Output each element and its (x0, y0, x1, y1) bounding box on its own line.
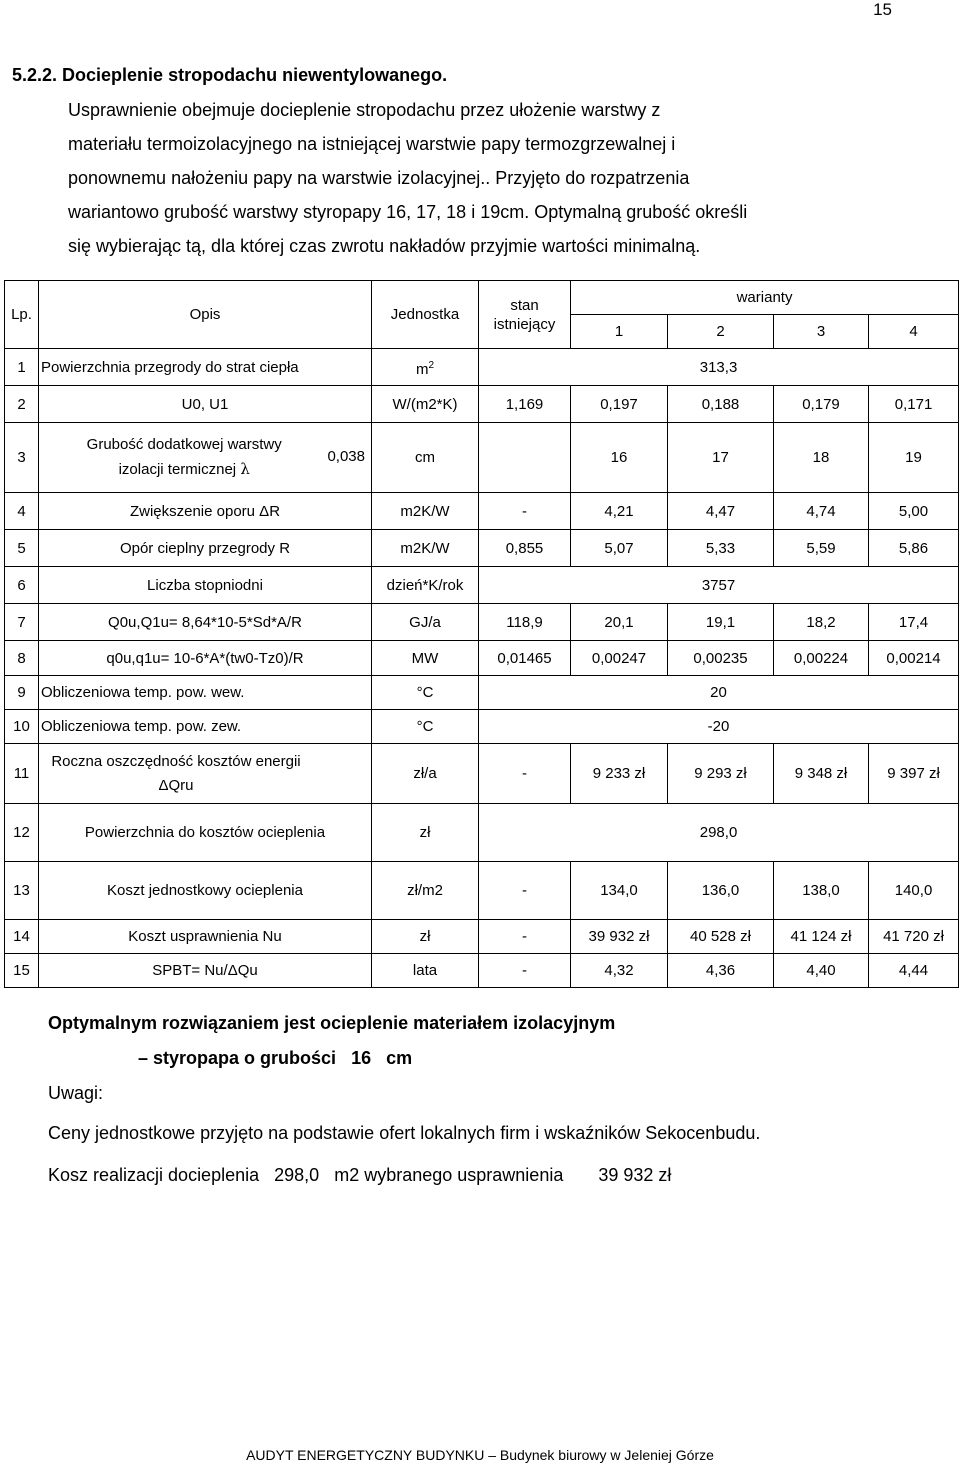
cell-variant-1: 39 932 zł (571, 920, 668, 954)
cell-unit: °C (372, 710, 479, 744)
unit-base: m (415, 360, 429, 378)
cell-variant-2: 40 528 zł (668, 920, 774, 954)
cell-opis: Powierzchnia do kosztów ocieplenia (39, 804, 372, 862)
header-variant-2: 2 (668, 315, 774, 349)
cell-unit: lata (372, 954, 479, 988)
cell-variant-3: 5,59 (774, 530, 869, 567)
cell-unit: °C (372, 676, 479, 710)
insulation-variants-table (4, 280, 959, 988)
cell-lp: 14 (5, 920, 39, 954)
cell-value: -20 (479, 710, 959, 744)
cell-variant-2: 0,00235 (668, 641, 774, 676)
cell-variant-3: 138,0 (774, 862, 869, 920)
cell-unit: zł (372, 804, 479, 862)
cell-variant-4: 17,4 (869, 604, 959, 641)
cell-variant-4: 19 (869, 423, 959, 493)
header-variant-3: 3 (774, 315, 869, 349)
cell-opis: Powierzchnia przegrody do strat ciepła (39, 349, 372, 386)
intro-line-2: materiału termoizolacyjnego na istniejącej warstwie papy termozgrzewalnej i (68, 134, 676, 154)
intro-line-3: ponownemu nałożeniu papy na warstwie izolacyjnej.. Przyjęto do rozpatrzenia (68, 168, 690, 188)
cell-opis: Koszt jednostkowy ocieplenia (39, 862, 372, 920)
conclusion-unit: cm (386, 1048, 413, 1068)
opis-text: Grubość dodatkowej warstwy izolacji termicznej (86, 436, 282, 478)
lambda-symbol: λ (240, 460, 250, 478)
table-row (5, 423, 959, 493)
cell-variant-4: 140,0 (869, 862, 959, 920)
cell-opis: q0u,q1u= 10-6*A*(tw0-Tz0)/R (39, 641, 372, 676)
cell-variant-2: 17 (668, 423, 774, 493)
cost-line (48, 1165, 671, 1186)
table-row (5, 862, 959, 920)
conclusion-line-1: Optymalnym rozwiązaniem jest ocieplenie materiałem izolacyjnym (48, 1013, 616, 1033)
cell-opis: Opór cieplny przegrody R (39, 530, 372, 567)
cell-variant-1: 0,00247 (571, 641, 668, 676)
cell-variant-1: 5,07 (571, 530, 668, 567)
cell-stan: - (479, 493, 571, 530)
conclusion-prefix: – styropapa o grubości (138, 1048, 337, 1068)
table-row (5, 530, 959, 567)
header-jednostka: Jednostka (372, 281, 479, 349)
page-number: 15 (873, 0, 892, 19)
table-row (5, 710, 959, 744)
cell-opis (39, 423, 372, 493)
header-opis: Opis (39, 281, 372, 349)
cell-stan: - (479, 744, 571, 804)
cell-variant-3: 4,74 (774, 493, 869, 530)
cell-variant-2: 136,0 (668, 862, 774, 920)
table-row (5, 349, 959, 386)
cell-variant-4: 0,00214 (869, 641, 959, 676)
cell-lp: 10 (5, 710, 39, 744)
cell-stan: 118,9 (479, 604, 571, 641)
cell-opis: Zwiększenie oporu ΔR (39, 493, 372, 530)
cell-opis: SPBT= Nu/ΔQu (39, 954, 372, 988)
cell-lp: 9 (5, 676, 39, 710)
cell-variant-3: 18 (774, 423, 869, 493)
cell-variant-1: 20,1 (571, 604, 668, 641)
cell-unit: dzień*K/rok (372, 567, 479, 604)
cell-variant-4: 41 720 zł (869, 920, 959, 954)
cell-value: 20 (479, 676, 959, 710)
header-variant-4: 4 (869, 315, 959, 349)
cell-unit: m2K/W (372, 493, 479, 530)
cell-stan: 0,01465 (479, 641, 571, 676)
cell-unit: cm (372, 423, 479, 493)
unit-superscript: 2 (428, 359, 435, 371)
conclusion-line-2 (138, 1048, 412, 1069)
header-variant-1: 1 (571, 315, 668, 349)
intro-line-1: Usprawnienie obejmuje docieplenie stropodachu przez ułożenie warstwy z (68, 100, 661, 120)
cell-opis: Koszt usprawnienia Nu (39, 920, 372, 954)
cell-stan: 0,855 (479, 530, 571, 567)
cell-unit (372, 349, 479, 386)
cell-lp: 13 (5, 862, 39, 920)
cell-lp: 7 (5, 604, 39, 641)
cell-variant-2: 0,188 (668, 386, 774, 423)
cell-lp: 3 (5, 423, 39, 493)
table-row (5, 804, 959, 862)
cell-lp: 2 (5, 386, 39, 423)
cell-lp: 15 (5, 954, 39, 988)
section-heading: 5.2.2. Docieplenie stropodachu niewentylowanego. (12, 65, 448, 85)
cell-lp: 12 (5, 804, 39, 862)
cell-variant-4: 5,00 (869, 493, 959, 530)
cell-opis (39, 744, 372, 804)
cell-lp: 5 (5, 530, 39, 567)
cell-variant-4: 5,86 (869, 530, 959, 567)
opis-line-1: Roczna oszczędność kosztów energii (51, 752, 301, 770)
cell-opis: U0, U1 (39, 386, 372, 423)
notes-label: Uwagi: (48, 1083, 104, 1103)
cell-opis: Obliczeniowa temp. pow. wew. (39, 676, 372, 710)
cell-unit: W/(m2*K) (372, 386, 479, 423)
cell-value: 313,3 (479, 349, 959, 386)
cell-opis: Obliczeniowa temp. pow. zew. (39, 710, 372, 744)
cell-value: 298,0 (479, 804, 959, 862)
cell-opis: Q0u,Q1u= 8,64*10-5*Sd*A/R (39, 604, 372, 641)
cell-stan (479, 423, 571, 493)
header-warianty: warianty (571, 281, 959, 315)
cell-variant-2: 4,36 (668, 954, 774, 988)
cell-variant-1: 9 233 zł (571, 744, 668, 804)
header-stan: stan istniejący (479, 281, 571, 349)
cell-lp: 4 (5, 493, 39, 530)
cell-unit: zł/a (372, 744, 479, 804)
cell-stan: 1,169 (479, 386, 571, 423)
table-header-row (5, 281, 959, 315)
cell-lp: 8 (5, 641, 39, 676)
header-lp: Lp. (5, 281, 39, 349)
intro-line-5: się wybierając tą, dla której czas zwrotu nakładów przyjmie wartości minimalną. (68, 236, 701, 256)
table-row (5, 604, 959, 641)
cell-stan: - (479, 920, 571, 954)
table-row (5, 641, 959, 676)
cell-stan: - (479, 862, 571, 920)
cell-variant-4: 9 397 zł (869, 744, 959, 804)
cell-variant-2: 19,1 (668, 604, 774, 641)
table-row (5, 567, 959, 604)
cell-variant-3: 0,179 (774, 386, 869, 423)
opis-line-2: ΔQru (158, 776, 194, 794)
cell-variant-3: 18,2 (774, 604, 869, 641)
table-row (5, 386, 959, 423)
cell-lp: 11 (5, 744, 39, 804)
cell-unit: zł/m2 (372, 862, 479, 920)
table-row (5, 676, 959, 710)
notes-line: Ceny jednostkowe przyjęto na podstawie ofert lokalnych firm i wskaźników Sekocenbudu. (48, 1123, 761, 1143)
cell-variant-1: 4,32 (571, 954, 668, 988)
cell-lp: 1 (5, 349, 39, 386)
conclusion-thickness: 16 (351, 1048, 372, 1068)
intro-line-4: wariantowo grubość warstwy styropapy 16, 17, 18 i 19cm. Optymalną grubość określi (68, 202, 748, 222)
cell-lp: 6 (5, 567, 39, 604)
table-row (5, 954, 959, 988)
cell-variant-4: 4,44 (869, 954, 959, 988)
cell-variant-1: 134,0 (571, 862, 668, 920)
cost-mid: m2 wybranego usprawnienia (334, 1165, 564, 1185)
cell-variant-3: 0,00224 (774, 641, 869, 676)
cell-variant-3: 41 124 zł (774, 920, 869, 954)
cost-area: 298,0 (274, 1165, 320, 1185)
table-row (5, 744, 959, 804)
cell-variant-4: 0,171 (869, 386, 959, 423)
page-footer: AUDYT ENERGETYCZNY BUDYNKU – Budynek biurowy w Jeleniej Górze (246, 1447, 714, 1463)
lambda-value: 0,038 (327, 448, 365, 465)
table-row (5, 493, 959, 530)
cell-value: 3757 (479, 567, 959, 604)
cell-stan: - (479, 954, 571, 988)
cell-unit: zł (372, 920, 479, 954)
cell-variant-3: 9 348 zł (774, 744, 869, 804)
cell-variant-1: 4,21 (571, 493, 668, 530)
cell-variant-3: 4,40 (774, 954, 869, 988)
cost-amount: 39 932 zł (598, 1165, 672, 1185)
cost-prefix: Kosz realizacji docieplenia (48, 1165, 260, 1185)
cell-variant-2: 9 293 zł (668, 744, 774, 804)
cell-variant-2: 5,33 (668, 530, 774, 567)
cell-variant-1: 0,197 (571, 386, 668, 423)
cell-variant-2: 4,47 (668, 493, 774, 530)
cell-variant-1: 16 (571, 423, 668, 493)
cell-unit: MW (372, 641, 479, 676)
cell-opis: Liczba stopniodni (39, 567, 372, 604)
cell-unit: m2K/W (372, 530, 479, 567)
table-row (5, 920, 959, 954)
cell-unit: GJ/a (372, 604, 479, 641)
